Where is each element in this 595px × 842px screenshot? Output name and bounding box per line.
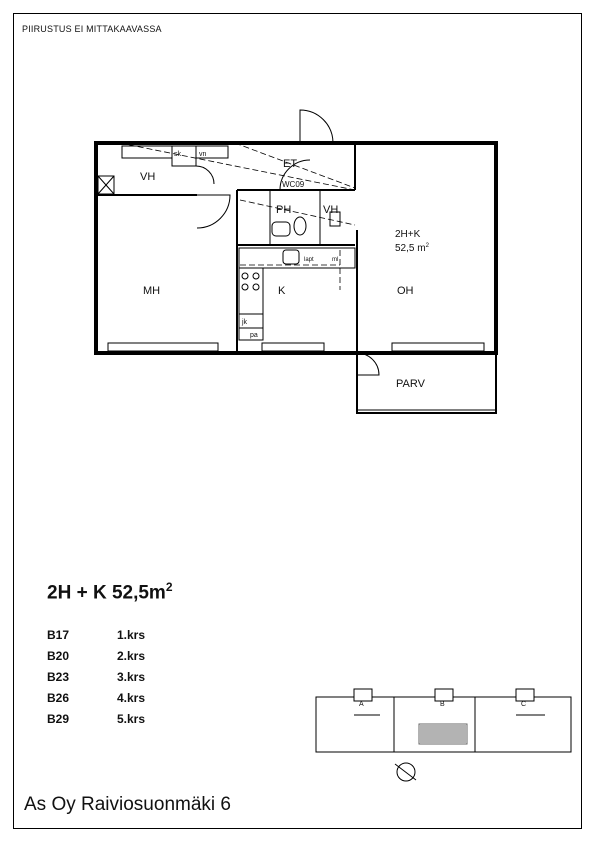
key-plan-highlight-fill — [420, 725, 466, 743]
stair-c-label: C — [521, 701, 527, 708]
room-label-vh: VH — [140, 171, 156, 183]
label-sk: sk — [174, 151, 181, 158]
room-label-wc: WC09 — [282, 180, 305, 189]
apartment-type: 2H+K — [395, 229, 421, 240]
window — [262, 343, 324, 351]
window — [108, 343, 218, 351]
unit-row: B29 5.krs — [47, 712, 146, 726]
room-label-ph: PH — [276, 204, 292, 216]
company-name: As Oy Raiviosuonmäki 6 — [24, 794, 231, 815]
unit-row: B23 3.krs — [47, 670, 146, 684]
stair-b-label: B — [440, 701, 445, 708]
unit-row: B17 1.krs — [47, 628, 146, 642]
unit-list — [47, 628, 145, 733]
apartment-area: 52,5 $m^2$ — [395, 243, 429, 254]
unit-row: B20 2.krs — [47, 649, 146, 663]
room-label-oh: OH — [397, 285, 414, 297]
label-pa: pa — [250, 332, 258, 339]
stair-a-label: A — [359, 701, 364, 708]
label-lapt: lapt — [304, 257, 314, 263]
room-label-et: ET — [283, 158, 298, 170]
window — [392, 343, 484, 351]
unit-row: B26 4.krs — [47, 691, 146, 705]
room-label-vh2: VH — [323, 204, 339, 216]
room-label-k: K — [278, 285, 286, 297]
balcony-outline — [357, 353, 496, 413]
label-jk: jk — [242, 319, 248, 326]
label-ml: ml — [332, 257, 339, 263]
apartment-heading: 2H + K $52,5m^2$ — [47, 580, 173, 604]
drawing-note: PIIRUSTUS EI MITTAKAAVASSA — [22, 24, 162, 34]
room-label-parv: PARV — [396, 378, 425, 390]
room-label-mh: MH — [143, 285, 161, 297]
label-vn: vn — [199, 151, 207, 158]
